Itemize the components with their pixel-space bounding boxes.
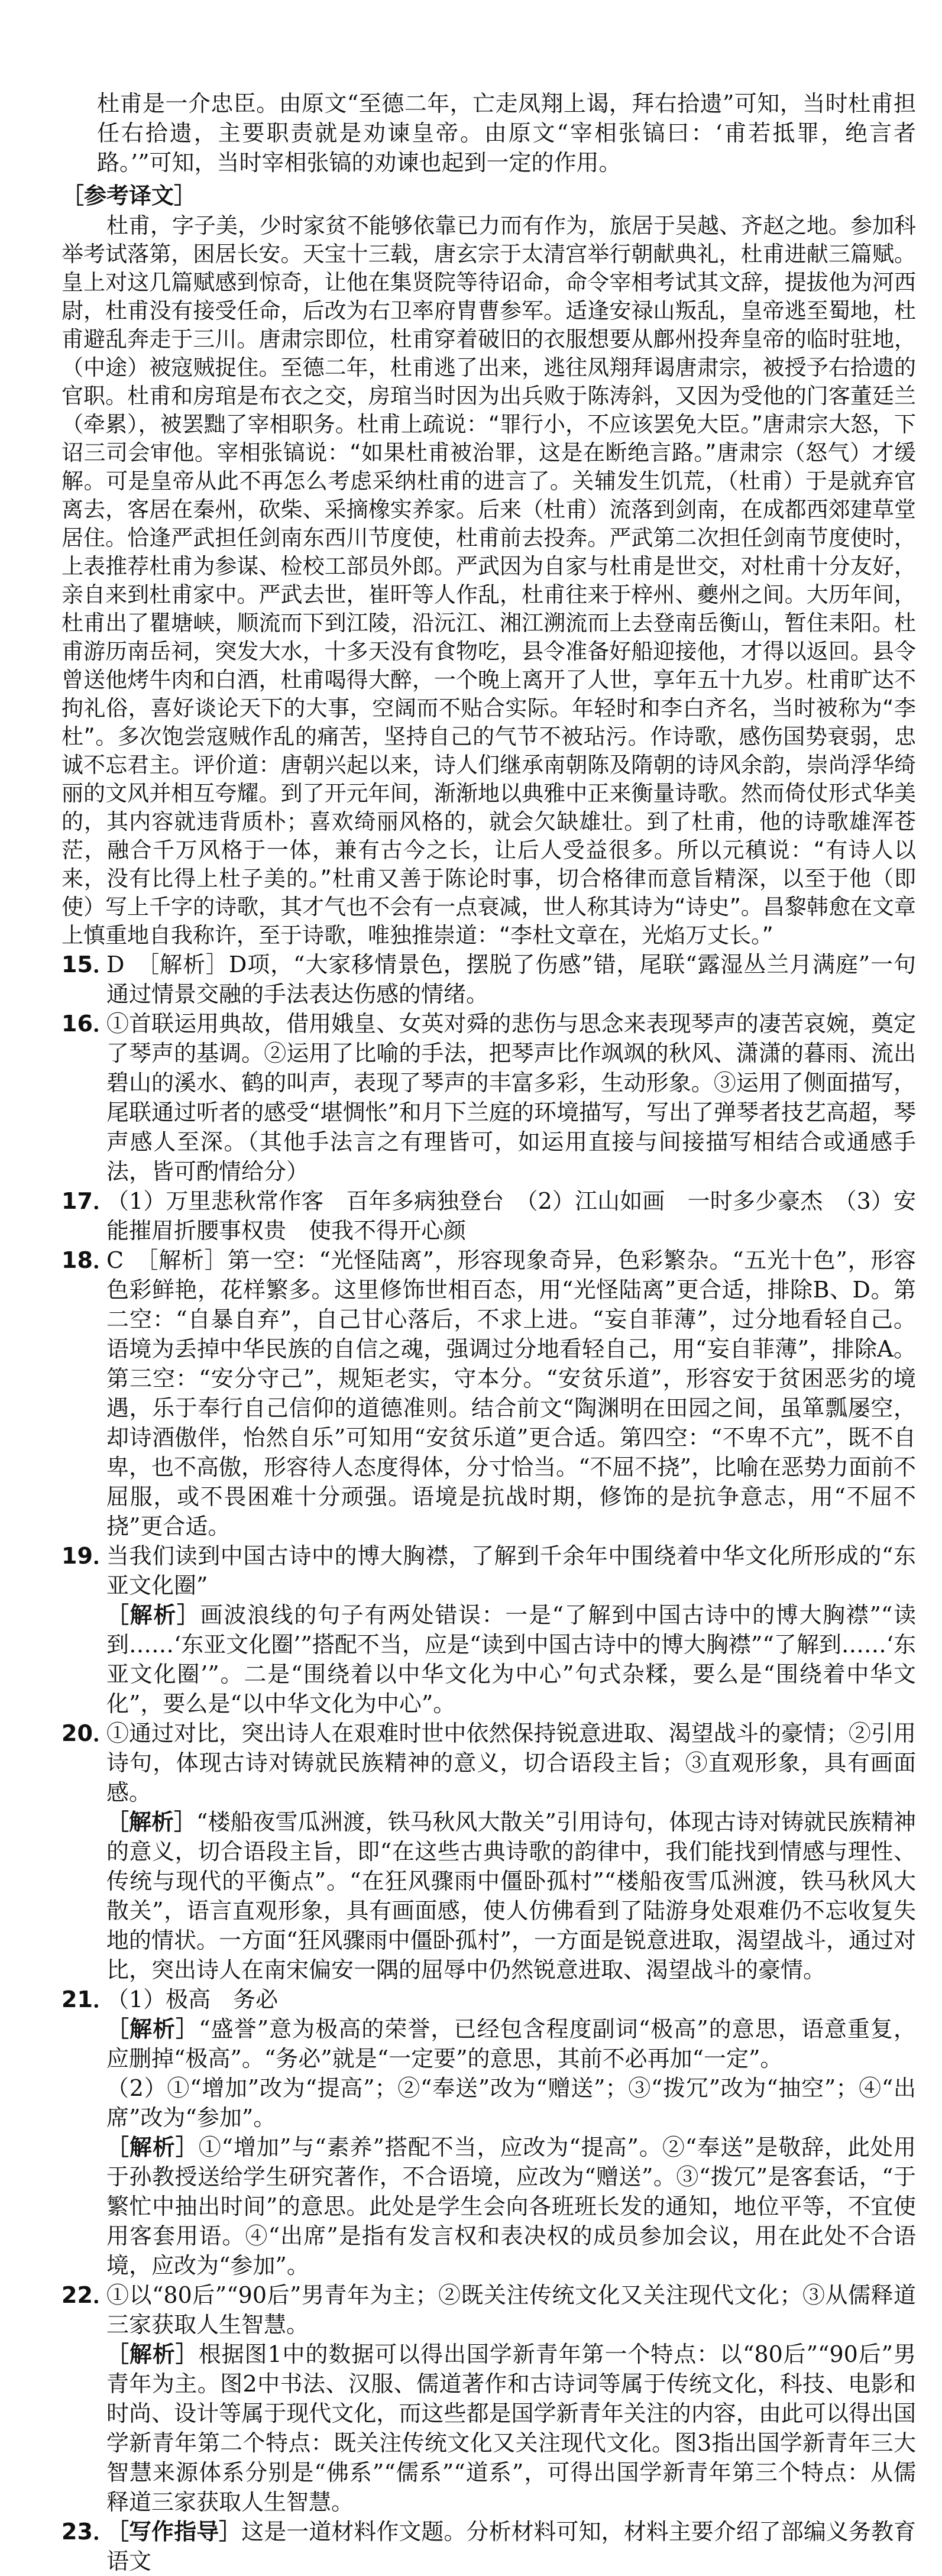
page-content	[61, 89, 916, 2576]
answer-paragraph	[106, 1985, 916, 2014]
answer-paragraph	[106, 2073, 916, 2132]
reference-translation-text: 杜甫，字子美，少时家贫不能够依靠已力而有作为，旅居于吴越、齐赵之地。参加科举考试落第，困居长安。天宝十三载，唐玄宗于太清宫举行朝献典礼，杜甫进献三篇赋。皇上对这几篇赋感到惊奇，让他在集贤院等待诏命，命令宰相考试其文辞，提拔他为河西尉，杜甫没有接受任命，后改为右卫率府胄曹参军。适逢安禄山叛乱，皇帝逃至蜀地，杜甫避乱奔走于三川。唐肃宗即位，杜甫穿着破旧的衣服想要从鄜州投奔皇帝的临时驻地，（中途）被寇贼捉住。至德二年，杜甫逃了出来，逃往凤翔拜谒唐肃宗，被授予右拾遗的官职。杜甫和房琯是布衣之交，房琯当时因为出兵败于陈涛斜，又因为受他的门客董廷兰（牵累），被罢黜了宰相职务。杜甫上疏说：“罪行小，不应该罢免大臣。”唐肃宗大怒，下诏三司会审他。宰相张镐说：“如果杜甫被治罪，这是在断绝言路。”唐肃宗（怒气）才缓解。可是皇帝从此不再怎么考虑采纳杜甫的进言了。关辅发生饥荒，（杜甫）于是就弃官离去，客居在秦州，砍柴、采摘橡实养家。后来（杜甫）流落到剑南，在成都西郊建草堂居住。恰逢严武担任剑南东西川节度使，杜甫前去投奔。严武第二次担任剑南节度使时，上表推荐杜甫为参谋、检校工部员外郎。严武因为自家与杜甫是世交，对杜甫十分友好，亲自来到杜甫家中。严武去世，崔旰等人作乱，杜甫往来于梓州、夔州之间。大历年间，杜甫出了瞿塘峡，顺流而下到江陵，沿沅江、湘江溯流而上去登南岳衡山，暂住耒阳。杜甫游历南岳祠，突发大水，十多天没有食物吃，县令准备好船迎接他，才得以返回。县令曾送他烤牛肉和白酒，杜甫喝得大醉，一个晚上离开了人世，享年五十九岁。杜甫旷达不拘礼俗，喜好谈论天下的大事，空阔而不贴合实际。年轻时和李白齐名，当时被称为“李杜”。多次饱尝寇贼作乱的痛苦，坚持自己的气节不被玷污。作诗歌，感伤国势衰弱，忠诚不忘君主。评价道：唐朝兴起以来，诗人们继承南朝陈及隋朝的诗风余韵，崇尚浮华绮丽的文风并相互夸耀。到了开元年间，渐渐地以典雅中正来衡量诗歌。然而倚仗形式华美的，其内容就违背质朴；喜欢绮丽风格的，就会欠缺雄壮。到了杜甫，他的诗歌雄浑苍茫，融合千万风格于一体，兼有古今之长，让后人受益很多。所以元稹说：“有诗人以来，没有比得上杜子美的。”杜甫又善于陈论时事，切合格律而意旨精深，以至于他（即使）写上千字的诗歌，其才气也不会有一点衰减，世人称其诗为“诗史”。昌黎韩愈在文章上慎重地自我称许，至于诗歌，唯独推崇道：“李杜文章在，光焰万丈长。”	[61, 213, 916, 948]
answer-text: D ［解析］D项，“大家移情景色，摆脱了伤感”错，尾联“露湿丛兰月满庭”一句通过情景交融的手法表达伤感的情绪。	[106, 952, 916, 1007]
answer-paragraph	[106, 2517, 916, 2576]
question-number: 20．	[61, 1720, 115, 1746]
question-number: 19．	[61, 1543, 115, 1569]
answer-item	[61, 1719, 916, 1985]
answer-paragraph	[106, 2339, 916, 2517]
answer-item	[61, 1009, 916, 1186]
question-number: 23．	[61, 2519, 115, 2545]
answer-text: （1）万里悲秋常作客 百年多病独登台 （2）江山如画 一时多少豪杰 （3）安能摧眉折腰事权贵 使我不得开心颜	[106, 1188, 916, 1244]
question-number: 21．	[61, 1986, 115, 2012]
answer-item	[61, 1245, 916, 1541]
answer-item	[61, 1186, 916, 1245]
answer-text: C ［解析］第一空：“光怪陆离”，形容现象奇异，色彩繁杂。“五光十色”，形容色彩鲜艳，花样繁多。这里修饰世相百态，用“光怪陆离”更合适，排除B、D。第二空：“自暴自弃”，自己甘心落后，不求上进。“妄自菲薄”，过分地看轻自己。语境为丢掉中华民族的自信之魂，强调过分地看轻自己，用“妄自菲薄”，排除A。第三空：“安分守己”，规矩老实，守本分。“安贫乐道”，形容安于贫困恶劣的境遇，乐于奉行自己信仰的道德准则。结合前文“陶渊明在田园之间，虽箪瓢屡空，却诗酒傲伴，怡然自乐”可知用“安贫乐道”更合适。第四空：“不卑不亢”，既不自卑，也不高傲，形容待人态度得体，分寸恰当。“不屈不挠”，比喻在恶势力面前不屈服，或不畏困难十分顽强。语境是抗战时期，修饰的是抗争意志，用“不屈不挠”更合适。	[106, 1247, 916, 1539]
answer-item	[61, 1541, 916, 1719]
answer-paragraph	[106, 950, 916, 1009]
answer-paragraph	[106, 2014, 916, 2073]
answer-text: ①以“80后”“90后”男青年为主；②既关注传统文化又关注现代文化；③从儒释道三家获取人生智慧。	[106, 2282, 916, 2338]
question-number: 15．	[61, 952, 115, 978]
answer-item	[61, 950, 916, 1009]
answer-paragraph	[106, 1807, 916, 1985]
question-number: 17．	[61, 1188, 115, 1214]
answer-paragraph	[106, 1186, 916, 1245]
answer-item	[61, 2517, 916, 2576]
answer-item	[61, 1985, 916, 2280]
reference-translation-heading: ［参考译文］	[61, 183, 197, 209]
answer-text: ①通过对比，突出诗人在艰难时世中依然保持锐意进取、渴望战斗的豪情；②引用诗句，体现古诗对铸就民族精神的意义，切合语段主旨；③直观形象，具有画面感。	[106, 1720, 916, 1805]
answer-text: （2）①“增加”改为“提高”；②“奉送”改为“赠送”；③“拨冗”改为“抽空”；④“出席”改为“参加”。	[106, 2075, 916, 2131]
intro-paragraph: 杜甫是一介忠臣。由原文“至德二年，亡走凤翔上谒，拜右拾遗”可知，当时杜甫担任右拾遗，主要职责就是劝谏皇帝。由原文“宰相张镐曰：‘甫若抵罪，绝言者路。’”可知，当时宰相张镐的劝谏也起到一定的作用。	[97, 90, 916, 176]
analysis-tag: ［解析］	[106, 2134, 199, 2160]
answer-item	[61, 2280, 916, 2517]
answer-paragraph	[106, 2132, 916, 2280]
answer-paragraph	[106, 2280, 916, 2339]
answer-text: 画波浪线的句子有两处错误：一是“了解到中国古诗中的博大胸襟”“读到……‘东亚文化圈’”搭配不当，应是“读到中国古诗中的博大胸襟”“了解到……‘东亚文化圈’”。二是“围绕着以中华文化为中心”句式杂糅，要么是“围绕着中华文化”，要么是“以中华文化为中心”。	[106, 1602, 916, 1717]
answer-text: ①“增加”与“素养”搭配不当，应改为“提高”。②“奉送”是敬辞，此处用于孙教授送给学生研究著作，不合语境，应改为“赠送”。③“拨冗”是客套话，“于繁忙中抽出时间”的意思。此处是学生会向各班班长发的通知，地位平等，不宜使用客套用语。④“出席”是指有发言权和表决权的成员参加会议，用在此处不合语境，应改为“参加”。	[106, 2134, 916, 2279]
answer-paragraph	[106, 1541, 916, 1600]
analysis-tag: ［解析］	[106, 1602, 200, 1628]
answer-paragraph	[106, 1245, 916, 1541]
question-number: 18．	[61, 1247, 115, 1273]
question-number: 16．	[61, 1011, 115, 1037]
analysis-tag: ［写作指导］	[106, 2519, 242, 2545]
answer-paragraph	[106, 1600, 916, 1719]
answer-text: “盛誉”意为极高的荣誉，已经包含程度副词“极高”的意思，语意重复，应删掉“极高”。“务必”就是“一定要”的意思，其前不必再加“一定”。	[106, 2016, 916, 2072]
analysis-tag: ［解析］	[106, 1809, 197, 1835]
answer-paragraph	[106, 1009, 916, 1186]
answer-paragraph	[106, 1719, 916, 1807]
answer-text: “楼船夜雪瓜洲渡，铁马秋风大散关”引用诗句，体现古诗对铸就民族精神的意义，切合语段主旨，即“在这些古典诗歌的韵律中，我们能找到情感与理性、传统与现代的平衡点”。“在狂风骤雨中僵卧孤村”“楼船夜雪瓜洲渡，铁马秋风大散关”，语言直观形象，具有画面感，使人仿佛看到了陆游身处艰难仍不忘收复失地的情状。一方面“狂风骤雨中僵卧孤村”，一方面是锐意进取，渴望战斗，通过对比，突出诗人在南宋偏安一隅的屈辱中仍然锐意进取、渴望战斗的豪情。	[106, 1809, 916, 1983]
analysis-tag: ［解析］	[106, 2341, 199, 2367]
answer-text: （1）极高 务必	[106, 1986, 279, 2012]
answer-text: 当我们读到中国古诗中的博大胸襟，了解到千余年中围绕着中华文化所形成的“东亚文化圈”	[106, 1543, 916, 1598]
answer-text: 这是一道材料作文题。分析材料可知，材料主要介绍了部编义务教育语文	[106, 2519, 916, 2574]
question-number: 22．	[61, 2282, 115, 2308]
answer-text: 根据图1中的数据可以得出国学新青年第一个特点：以“80后”“90后”男青年为主。图2中书法、汉服、儒道著作和古诗词等属于传统文化，科技、电影和时尚、设计等属于现代文化，而这些都是国学新青年关注的内容，由此可以得出国学新青年第二个特点：既关注传统文化又关注现代文化。图3指出国学新青年三大智慧来源体系分别是“佛系”“儒系”“道系”，可得出国学新青年第三个特点：从儒释道三家获取人生智慧。	[106, 2341, 916, 2515]
analysis-tag: ［解析］	[106, 2016, 199, 2042]
answer-list	[61, 950, 916, 2576]
answer-text: ①首联运用典故，借用娥皇、女英对舜的悲伤与思念来表现琴声的凄苦哀婉，奠定了琴声的基调。②运用了比喻的手法，把琴声比作飒飒的秋风、潇潇的暮雨、流出碧山的溪水、鹤的叫声，表现了琴声的丰富多彩，生动形象。③运用了侧面描写，尾联通过听者的感受“堪惆怅”和月下兰庭的环境描写，写出了弹琴者技艺高超，琴声感人至深。（其他手法言之有理皆可，如运用直接与间接描写相结合或通感手法，皆可酌情给分）	[106, 1011, 916, 1185]
